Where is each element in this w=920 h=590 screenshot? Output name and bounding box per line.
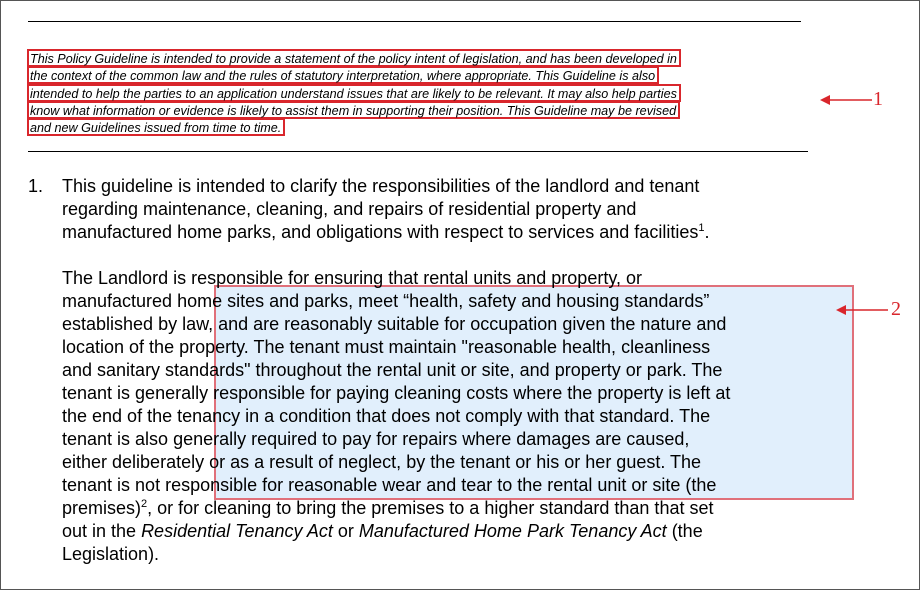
para-line-5: and sanitary standards" throughout the rental unit or site, and property or park. The bbox=[62, 360, 723, 380]
para-line-4: location of the property. The tenant must maintain "reasonable health, cleanliness bbox=[62, 337, 711, 357]
para-line-3: established by law, and are reasonably suitable for occupation given the nature and bbox=[62, 314, 727, 334]
intro-line-1: This Policy Guideline is intended to provide a statement of the policy intent of legislation, and has been developed in bbox=[27, 49, 681, 67]
item-line-3 bbox=[62, 221, 709, 244]
item-line-3-text: manufactured home parks, and obligations with respect to services and facilities bbox=[62, 222, 699, 242]
intro-line-4: know what information or evidence is likely to assist them in supporting their position. This Guideline may be revised bbox=[27, 101, 680, 119]
para-line-2: manufactured home sites and parks, meet “health, safety and housing standards” bbox=[62, 291, 710, 311]
act-residential: Residential Tenancy Act bbox=[141, 521, 333, 541]
footnote-1: 1 bbox=[698, 222, 705, 234]
para-line-11 bbox=[62, 497, 713, 520]
para-line-6: tenant is generally responsible for paying cleaning costs where the property is left at bbox=[62, 383, 731, 403]
para-line-7: the end of the tenancy in a condition that does not comply with that standard. The bbox=[62, 406, 711, 426]
para-line-10: tenant is not responsible for reasonable wear and tear to the rental unit or site (the bbox=[62, 475, 717, 495]
item-line-2: regarding maintenance, cleaning, and repairs of residential property and bbox=[62, 199, 637, 219]
callout-label-2: 2 bbox=[891, 298, 901, 320]
bottom-rule bbox=[28, 151, 808, 152]
para-line-11-end: , or for cleaning to bring the premises to a higher standard than that set bbox=[147, 498, 714, 518]
intro-line-3: intended to help the parties to an application understand issues that are likely to be relevant. It may also help parties bbox=[27, 84, 681, 102]
item-line-1: This guideline is intended to clarify the responsibilities of the landlord and tenant bbox=[62, 176, 700, 196]
footnote-2: 2 bbox=[141, 498, 148, 510]
para-line-13: Legislation). bbox=[62, 544, 160, 564]
callout-arrow-1 bbox=[818, 92, 874, 108]
top-rule bbox=[28, 21, 801, 22]
para-line-12-mid: or bbox=[332, 521, 359, 541]
para-line-11-start: premises) bbox=[62, 498, 142, 518]
para-line-1: The Landlord is responsible for ensuring that rental units and property, or bbox=[62, 268, 642, 288]
para-line-8: tenant is also generally required to pay for repairs where damages are caused, bbox=[62, 429, 690, 449]
callout-label-1: 1 bbox=[873, 88, 883, 110]
item-line-3-end: . bbox=[704, 222, 710, 242]
intro-line-5: and new Guidelines issued from time to time. bbox=[27, 118, 285, 136]
para-line-12 bbox=[62, 520, 703, 543]
item-number: 1. bbox=[28, 176, 44, 196]
callout-arrow-2 bbox=[834, 302, 890, 318]
act-manufactured: Manufactured Home Park Tenancy Act bbox=[358, 521, 667, 541]
para-line-12-end: (the bbox=[666, 521, 703, 541]
para-line-12-start: out in the bbox=[62, 521, 142, 541]
para-line-9: either deliberately or as a result of neglect, by the tenant or his or her guest. The bbox=[62, 452, 702, 472]
intro-line-2: the context of the common law and the rules of statutory interpretation, where appropriate. This Guideline is also bbox=[27, 66, 659, 84]
